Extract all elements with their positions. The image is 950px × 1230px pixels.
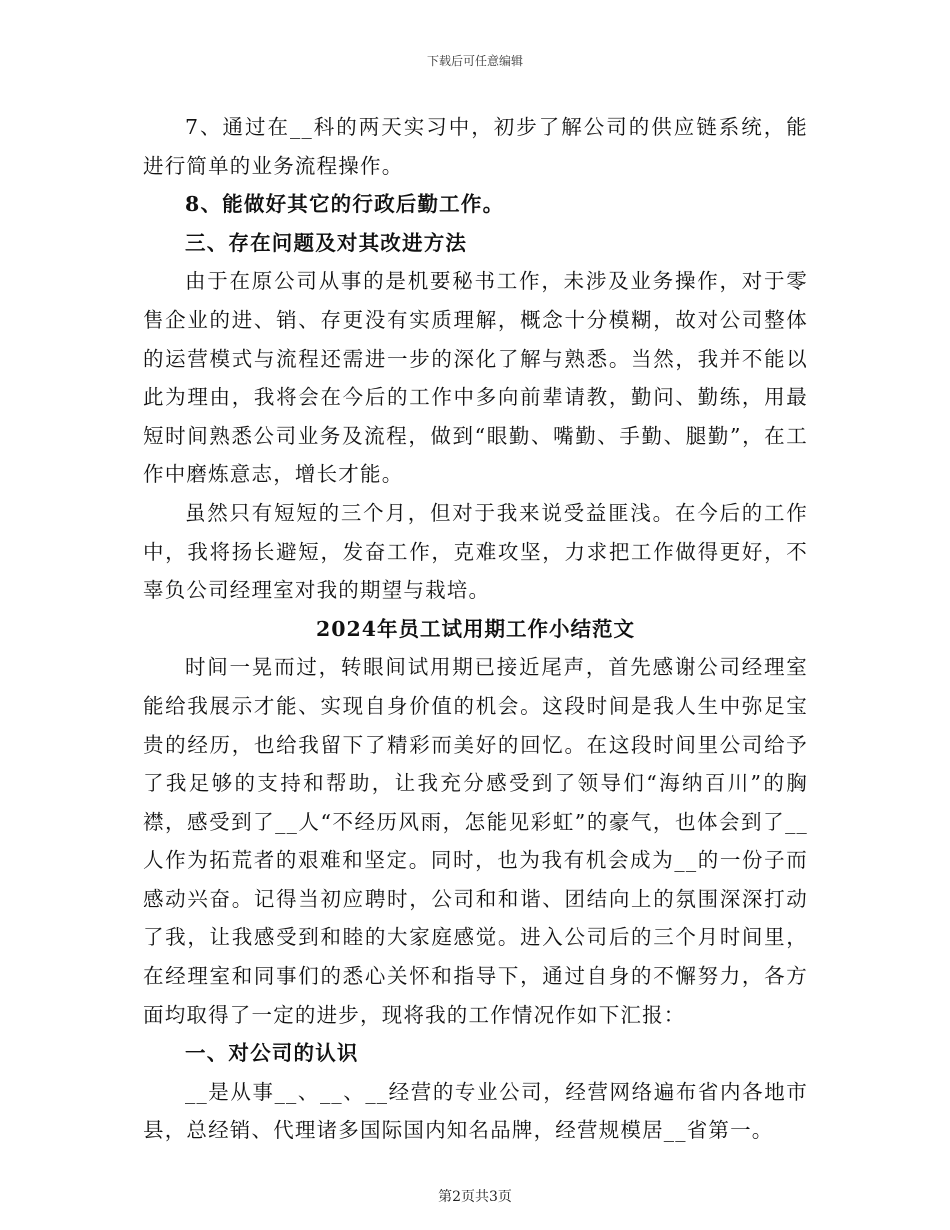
section-heading-company: 一、对公司的认识 <box>185 1041 359 1066</box>
paragraph-closing: 虽然只有短短的三个月，但对于我来说受益匪浅。在今后的工作中，我将扬长避短，发奋工作，克难攻坚，力求把工作做得更好，不辜负公司经理室对我的期望与栽培。 <box>143 500 808 603</box>
paragraph-problems: 由于在原公司从事的是机要秘书工作，未涉及业务操作，对于零售企业的进、销、存更没有实质理解，概念十分模糊，故对公司整体的运营模式与流程还需进一步的深化了解与熟悉。当然，我并不能以此为理由，我将会在今后的工作中多向前辈请教，勤问、勤练，用最短时间熟悉公司业务及流程，做到“眼勤、嘴勤、手勤、腿勤”，在工作中磨炼意志，增长才能。 <box>143 269 808 487</box>
paragraph-item-7: 7、通过在__科的两天实习中，初步了解公司的供应链系统，能进行简单的业务流程操作。 <box>143 115 808 178</box>
page-number: 第2页共3页 <box>438 1189 512 1205</box>
paragraph-item-8: 8、能做好其它的行政后勤工作。 <box>185 192 505 217</box>
paragraph-intro: 时间一晃而过，转眼间试用期已接近尾声，首先感谢公司经理室能给我展示才能、实现自身价值的机会。这段时间是我人生中弥足宝贵的经历，也给我留下了精彩而美好的回忆。在这段时间里公司给予了我足够的支持和帮助，让我充分感受到了领导们“海纳百川”的胸襟，感受到了__人“不经历风雨，怎能见彩虹”的豪气，也体会到了__人作为拓荒者的艰难和坚定。同时，也为我有机会成为__的一份子而感动兴奋。记得当初应聘时，公司和和谐、团结向上的氛围深深打动了我，让我感受到和睦的大家庭感觉。进入公司后的三个月时间里，在经理室和同事们的悉心关怀和指导下，通过自身的不懈努力，各方面均取得了一定的进步，现将我的工作情况作如下汇报： <box>143 655 808 1027</box>
paragraph-company: __是从事__、__、__经营的专业公司，经营网络遍布省内各地市县，总经销、代理诸多国际国内知名品牌，经营规模居__省第一。 <box>143 1079 808 1143</box>
section-heading-problems: 三、存在问题及对其改进方法 <box>185 230 468 255</box>
document-body <box>143 108 808 1150</box>
article-title: 2024年员工试用期工作小结范文 <box>315 616 636 641</box>
page-header-note: 下载后可任意编辑 <box>426 54 523 68</box>
